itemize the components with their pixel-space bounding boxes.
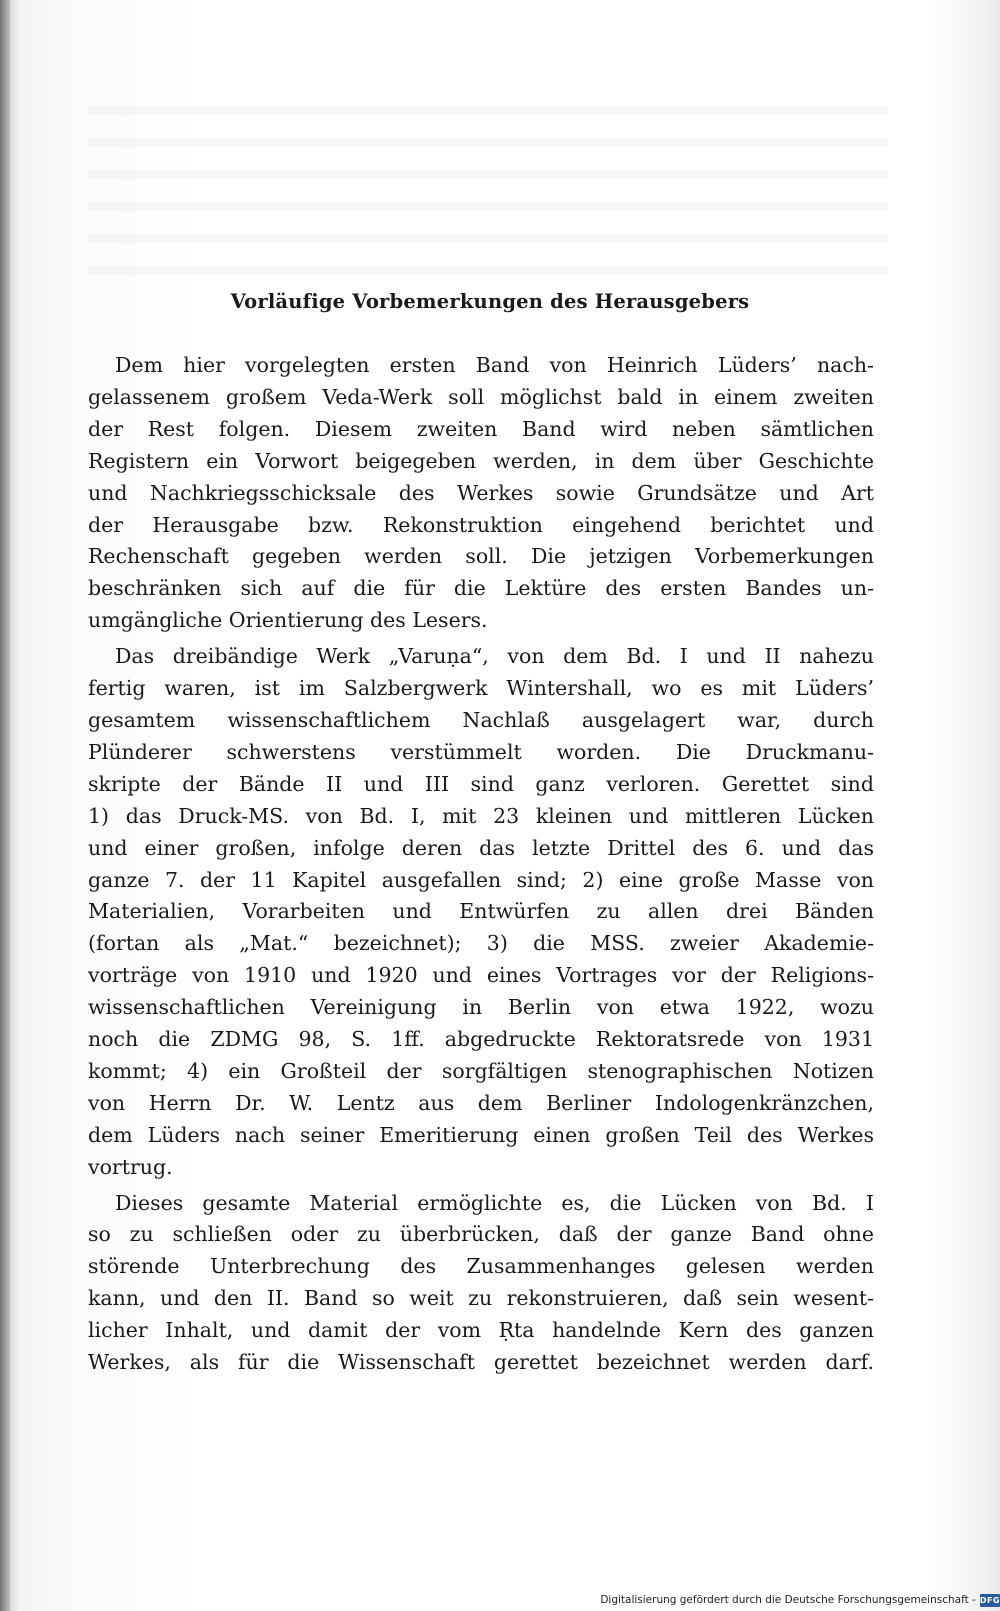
- text-line: Registern ein Vorwort beigegeben werden, in dem über Geschichte: [88, 448, 874, 473]
- paragraph-3: [88, 1188, 874, 1379]
- text-line: störende Unterbrechung des Zusammenhanges gelesen werden: [88, 1254, 874, 1279]
- text-line: skripte der Bände II und III sind ganz verloren. Gerettet sind: [88, 771, 874, 796]
- dfg-logo-icon: DFG: [979, 1595, 1000, 1605]
- text-line: Werkes, als für die Wissenschaft gerettet bezeichnet werden darf.: [88, 1350, 874, 1375]
- text-line: ganze 7. der 11 Kapitel ausgefallen sind; 2) eine große Masse von: [88, 867, 874, 892]
- text-line: dem Lüders nach seiner Emeritierung einen großen Teil des Werkes: [88, 1122, 874, 1147]
- text-line: Das dreibändige Werk „Varuṇa“, von dem Bd. I und II nahezu: [115, 644, 874, 669]
- text-line: vortrug.: [88, 1154, 173, 1179]
- digitization-credit: [600, 1589, 1000, 1611]
- text-line: von Herrn Dr. W. Lentz aus dem Berliner Indologenkränzchen,: [88, 1090, 874, 1115]
- text-line: und Nachkriegsschicksale des Werkes sowie Grundsätze und Art: [88, 480, 874, 505]
- text-line: und einer großen, infolge deren das letzte Drittel des 6. und das: [88, 835, 874, 860]
- preface-text-block: [88, 290, 874, 1383]
- text-line: gesamtem wissenschaftlichem Nachlaß ausgelagert war, durch: [88, 707, 874, 732]
- show-through-texture: [88, 96, 888, 286]
- text-line: beschränken sich auf die für die Lektüre des ersten Bandes un-: [88, 576, 874, 601]
- text-line: Materialien, Vorarbeiten und Entwürfen zu allen drei Bänden: [88, 899, 874, 924]
- text-line: fertig waren, ist im Salzbergwerk Wintershall, wo es mit Lüders’: [88, 676, 874, 701]
- text-line: der Herausgabe bzw. Rekonstruktion eingehend berichtet und: [88, 512, 874, 537]
- text-line: so zu schließen oder zu überbrücken, daß der ganze Band ohne: [88, 1222, 874, 1247]
- text-line: (fortan als „Mat.“ bezeichnet); 3) die MSS. zweier Akademie-: [88, 931, 874, 956]
- text-line: gelassenem großem Veda-Werk soll möglichst bald in einem zweiten: [88, 384, 874, 409]
- text-line: Dieses gesamte Material ermöglichte es, die Lücken von Bd. I: [115, 1190, 874, 1215]
- text-line: umgängliche Orientierung des Lesers.: [88, 608, 488, 633]
- credit-text: Digitalisierung gefördert durch die Deutsche Forschungsgemeinschaft -: [600, 1594, 976, 1606]
- text-line: kommt; 4) ein Großteil der sorgfältigen stenographischen Notizen: [88, 1058, 874, 1083]
- text-line: Dem hier vorgelegten ersten Band von Heinrich Lüders’ nach-: [115, 353, 874, 377]
- page-heading: Vorläufige Vorbemerkungen des Herausgebers: [230, 290, 750, 313]
- text-line: der Rest folgen. Diesem zweiten Band wird neben sämtlichen: [88, 416, 874, 441]
- text-line: vorträge von 1910 und 1920 und eines Vortrages vor der Religions-: [88, 963, 874, 988]
- text-line: kann, und den II. Band so weit zu rekonstruieren, daß sein wesent-: [88, 1286, 874, 1311]
- text-line: Plünderer schwerstens verstümmelt worden. Die Druckmanu-: [88, 739, 874, 764]
- text-line: licher Inhalt, und damit der vom Ṛta handelnde Kern des ganzen: [88, 1318, 874, 1343]
- text-line: Rechenschaft gegeben werden soll. Die jetzigen Vorbemerkungen: [88, 544, 874, 569]
- text-line: wissenschaftlichen Vereinigung in Berlin von etwa 1922, wozu: [88, 995, 874, 1020]
- paragraph-1: [88, 350, 874, 637]
- paragraph-2: [88, 641, 874, 1183]
- book-spine-shadow: [0, 0, 10, 1611]
- text-line: 1) das Druck-MS. von Bd. I, mit 23 kleinen und mittleren Lücken: [88, 803, 874, 828]
- text-line: noch die ZDMG 98, S. 1ff. abgedruckte Rektoratsrede von 1931: [88, 1027, 874, 1052]
